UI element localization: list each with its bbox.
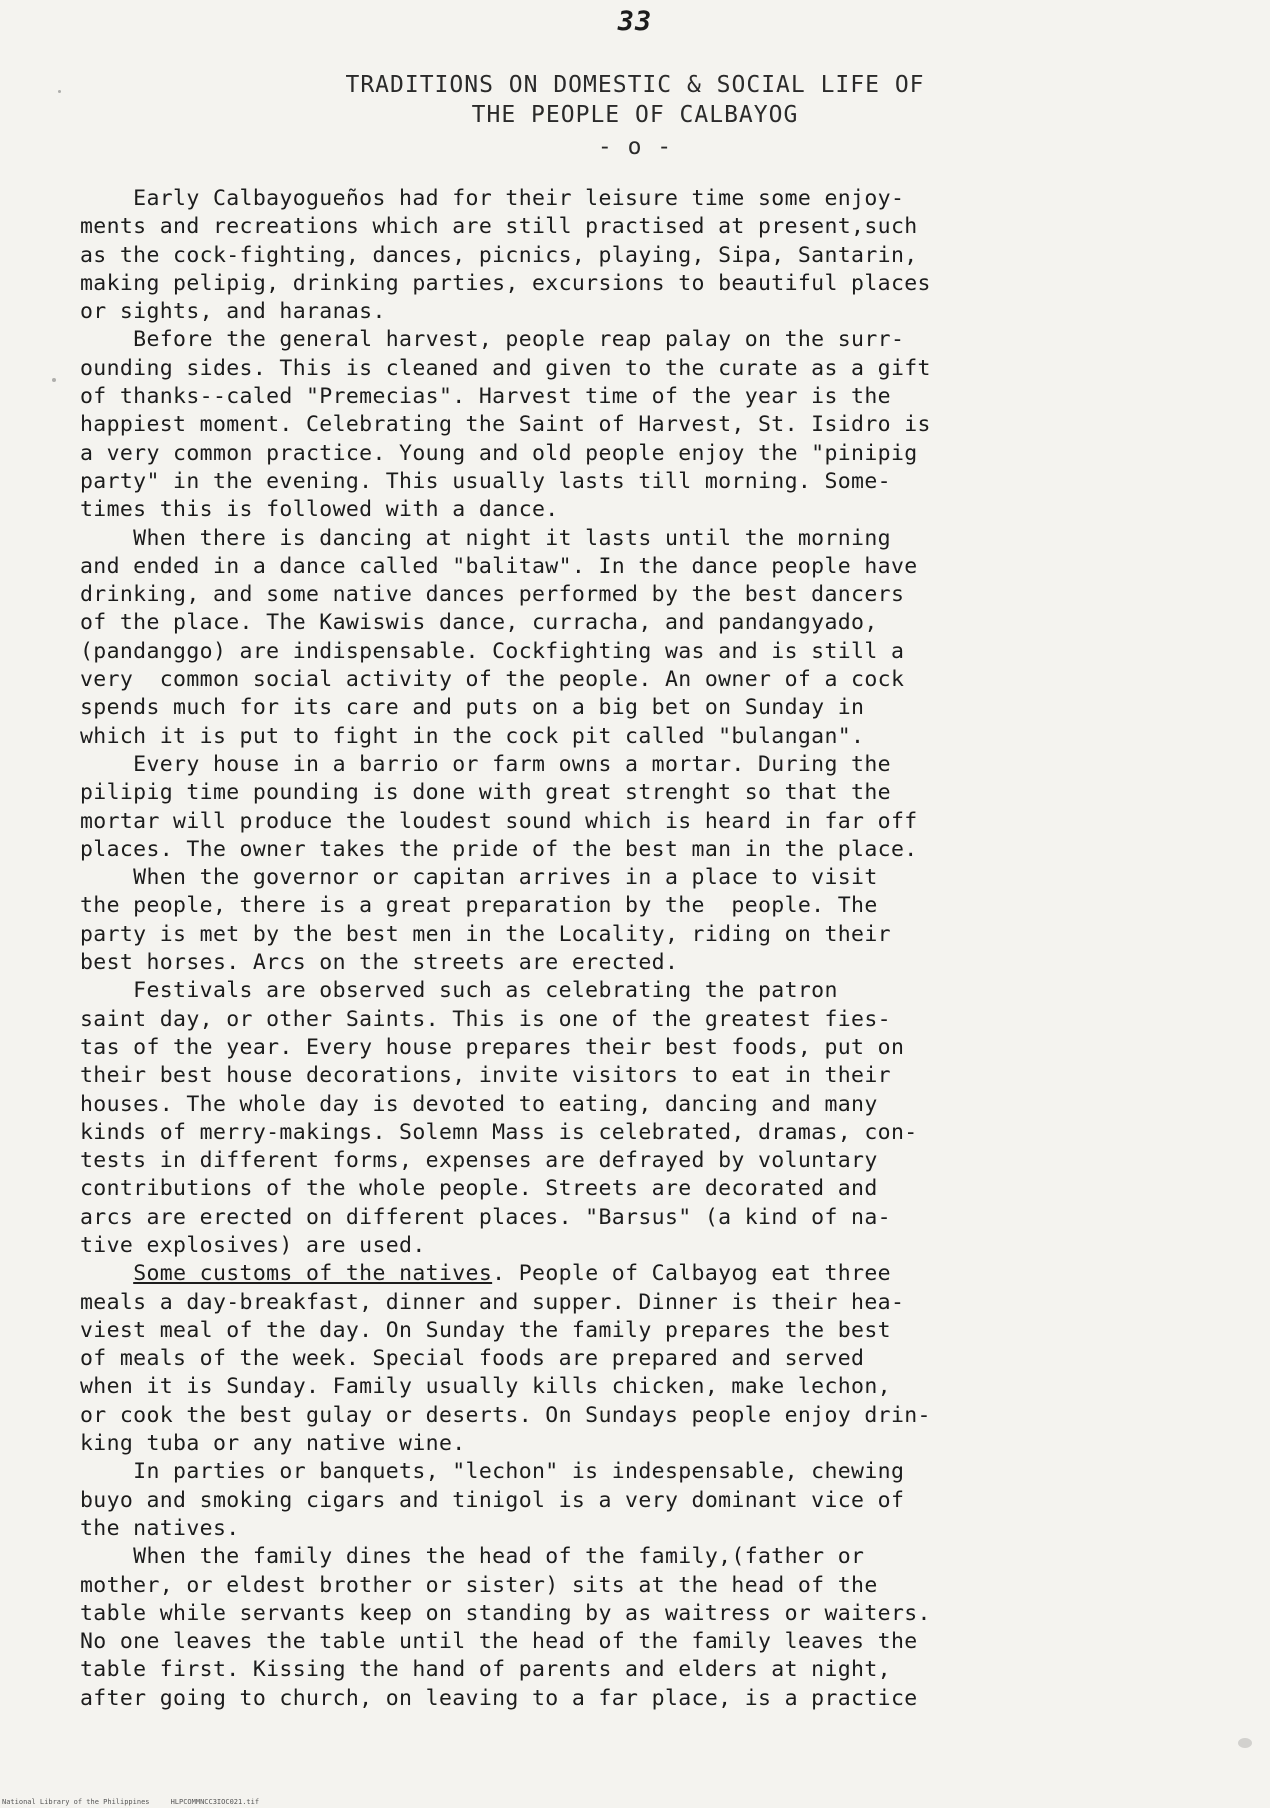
text-line: table first. Kissing the hand of parents and elders at night, — [80, 1657, 891, 1683]
text-line: saint day, or other Saints. This is one of the greatest fies- — [80, 1006, 891, 1032]
text-line: king tuba or any native wine. — [80, 1431, 466, 1457]
text-line: a very common practice. Young and old people enjoy the "pinipig — [80, 440, 918, 466]
text-line: tas of the year. Every house prepares their best foods, put on — [80, 1034, 905, 1060]
text-line: after going to church, on leaving to a far place, is a practice — [80, 1685, 918, 1711]
text-line: their best house decorations, invite visitors to eat in their — [80, 1063, 891, 1089]
scan-speck — [52, 378, 56, 382]
text-line: when it is Sunday. Family usually kills chicken, make lechon, — [80, 1374, 891, 1400]
text-line: Festivals are observed such as celebrating the patron — [80, 978, 838, 1004]
text-line: tive explosives) are used. — [80, 1232, 426, 1258]
title-line-2: THE PEOPLE OF CALBAYOG — [471, 102, 799, 128]
text-line: tests in different forms, expenses are defrayed by voluntary — [80, 1148, 878, 1174]
text-line: pilipig time pounding is done with great strenght so that the — [80, 780, 891, 806]
document-title — [0, 70, 1270, 162]
scan-speck — [58, 90, 61, 93]
text-line: which it is put to fight in the cock pit called "bulangan". — [80, 723, 865, 749]
text-line: mother, or eldest brother or sister) sits at the head of the — [80, 1572, 878, 1598]
text-line: When the governor or capitan arrives in a place to visit — [80, 865, 878, 891]
text-line: No one leaves the table until the head of the family leaves the — [80, 1629, 918, 1655]
text-line: houses. The whole day is devoted to eating, dancing and many — [80, 1091, 878, 1117]
text-line: meals a day-breakfast, dinner and supper. Dinner is their hea- — [80, 1289, 905, 1315]
text-line: times this is followed with a dance. — [80, 497, 559, 523]
text-line: contributions of the whole people. Streets are decorated and — [80, 1176, 878, 1202]
text-line: of meals of the week. Special foods are prepared and served — [80, 1346, 865, 1372]
text-line: When there is dancing at night it lasts until the morning — [80, 525, 891, 551]
text-line: (pandanggo) are indispensable. Cockfighting was and is still a — [80, 638, 905, 664]
page-number: 33 — [617, 6, 653, 37]
text-line: buyo and smoking cigars and tinigol is a very dominant vice of — [80, 1487, 905, 1513]
text-line: making pelipig, drinking parties, excursions to beautiful places — [80, 270, 931, 296]
text-line: party is met by the best men in the Locality, riding on their — [80, 921, 891, 947]
text-line: viest meal of the day. On Sunday the family prepares the best — [80, 1317, 891, 1343]
text-line: table while servants keep on standing by as waitress or waiters. — [80, 1600, 931, 1626]
text-line: ments and recreations which are still practised at present,such — [80, 214, 918, 240]
footer-note: National Library of the Philippines HLPCOMMNCC3IOC021.tif — [2, 1798, 260, 1806]
text-line: happiest moment. Celebrating the Saint of Harvest, St. Isidro is — [80, 412, 931, 438]
text-line: the people, there is a great preparation by the people. The — [80, 893, 878, 919]
title-line-1: TRADITIONS ON DOMESTIC & SOCIAL LIFE OF — [345, 72, 925, 98]
text-line: best horses. Arcs on the streets are erected. — [80, 950, 679, 976]
text-line: of the place. The Kawiswis dance, curracha, and pandangyado, — [80, 610, 878, 636]
text-line: places. The owner takes the pride of the best man in the place. — [80, 836, 918, 862]
underlined-heading: Some customs of the natives — [133, 1261, 493, 1287]
document-body — [80, 185, 1190, 1713]
text-line: arcs are erected on different places. "Barsus" (a kind of na- — [80, 1204, 891, 1230]
text-line: of thanks--caled "Premecias". Harvest time of the year is the — [80, 384, 891, 410]
text-line: and ended in a dance called "balitaw". In the dance people have — [80, 553, 918, 579]
text-line: party" in the evening. This usually lasts till morning. Some- — [80, 468, 891, 494]
text-line: ounding sides. This is cleaned and given to the curate as a gift — [80, 355, 931, 381]
title-separator: - o - — [597, 134, 673, 160]
text-line: spends much for its care and puts on a big bet on Sunday in — [80, 695, 865, 721]
text-line: kinds of merry-makings. Solemn Mass is celebrated, dramas, con- — [80, 1119, 918, 1145]
text-line: Every house in a barrio or farm owns a mortar. During the — [80, 751, 891, 777]
scan-speck — [1238, 1738, 1252, 1748]
text-line: as the cock-fighting, dances, picnics, playing, Sipa, Santarin, — [80, 242, 918, 268]
text-line: When the family dines the head of the family,(father or — [80, 1544, 865, 1570]
text-line: or cook the best gulay or deserts. On Sundays people enjoy drin- — [80, 1402, 931, 1428]
text-line: Some customs of the natives. People of Calbayog eat three — [133, 1261, 891, 1287]
text-line: or sights, and haranas. — [80, 299, 386, 325]
text-line: mortar will produce the loudest sound which is heard in far off — [80, 808, 918, 834]
text-line: drinking, and some native dances performed by the best dancers — [80, 582, 905, 608]
text-line: very common social activity of the people. An owner of a cock — [80, 667, 905, 693]
text-line: Before the general harvest, people reap palay on the surr- — [80, 327, 905, 353]
text-line: In parties or banquets, "lechon" is indespensable, chewing — [80, 1459, 905, 1485]
text-line: the natives. — [80, 1515, 240, 1541]
text-line: Early Calbayogueños had for their leisure time some enjoy- — [80, 186, 905, 211]
